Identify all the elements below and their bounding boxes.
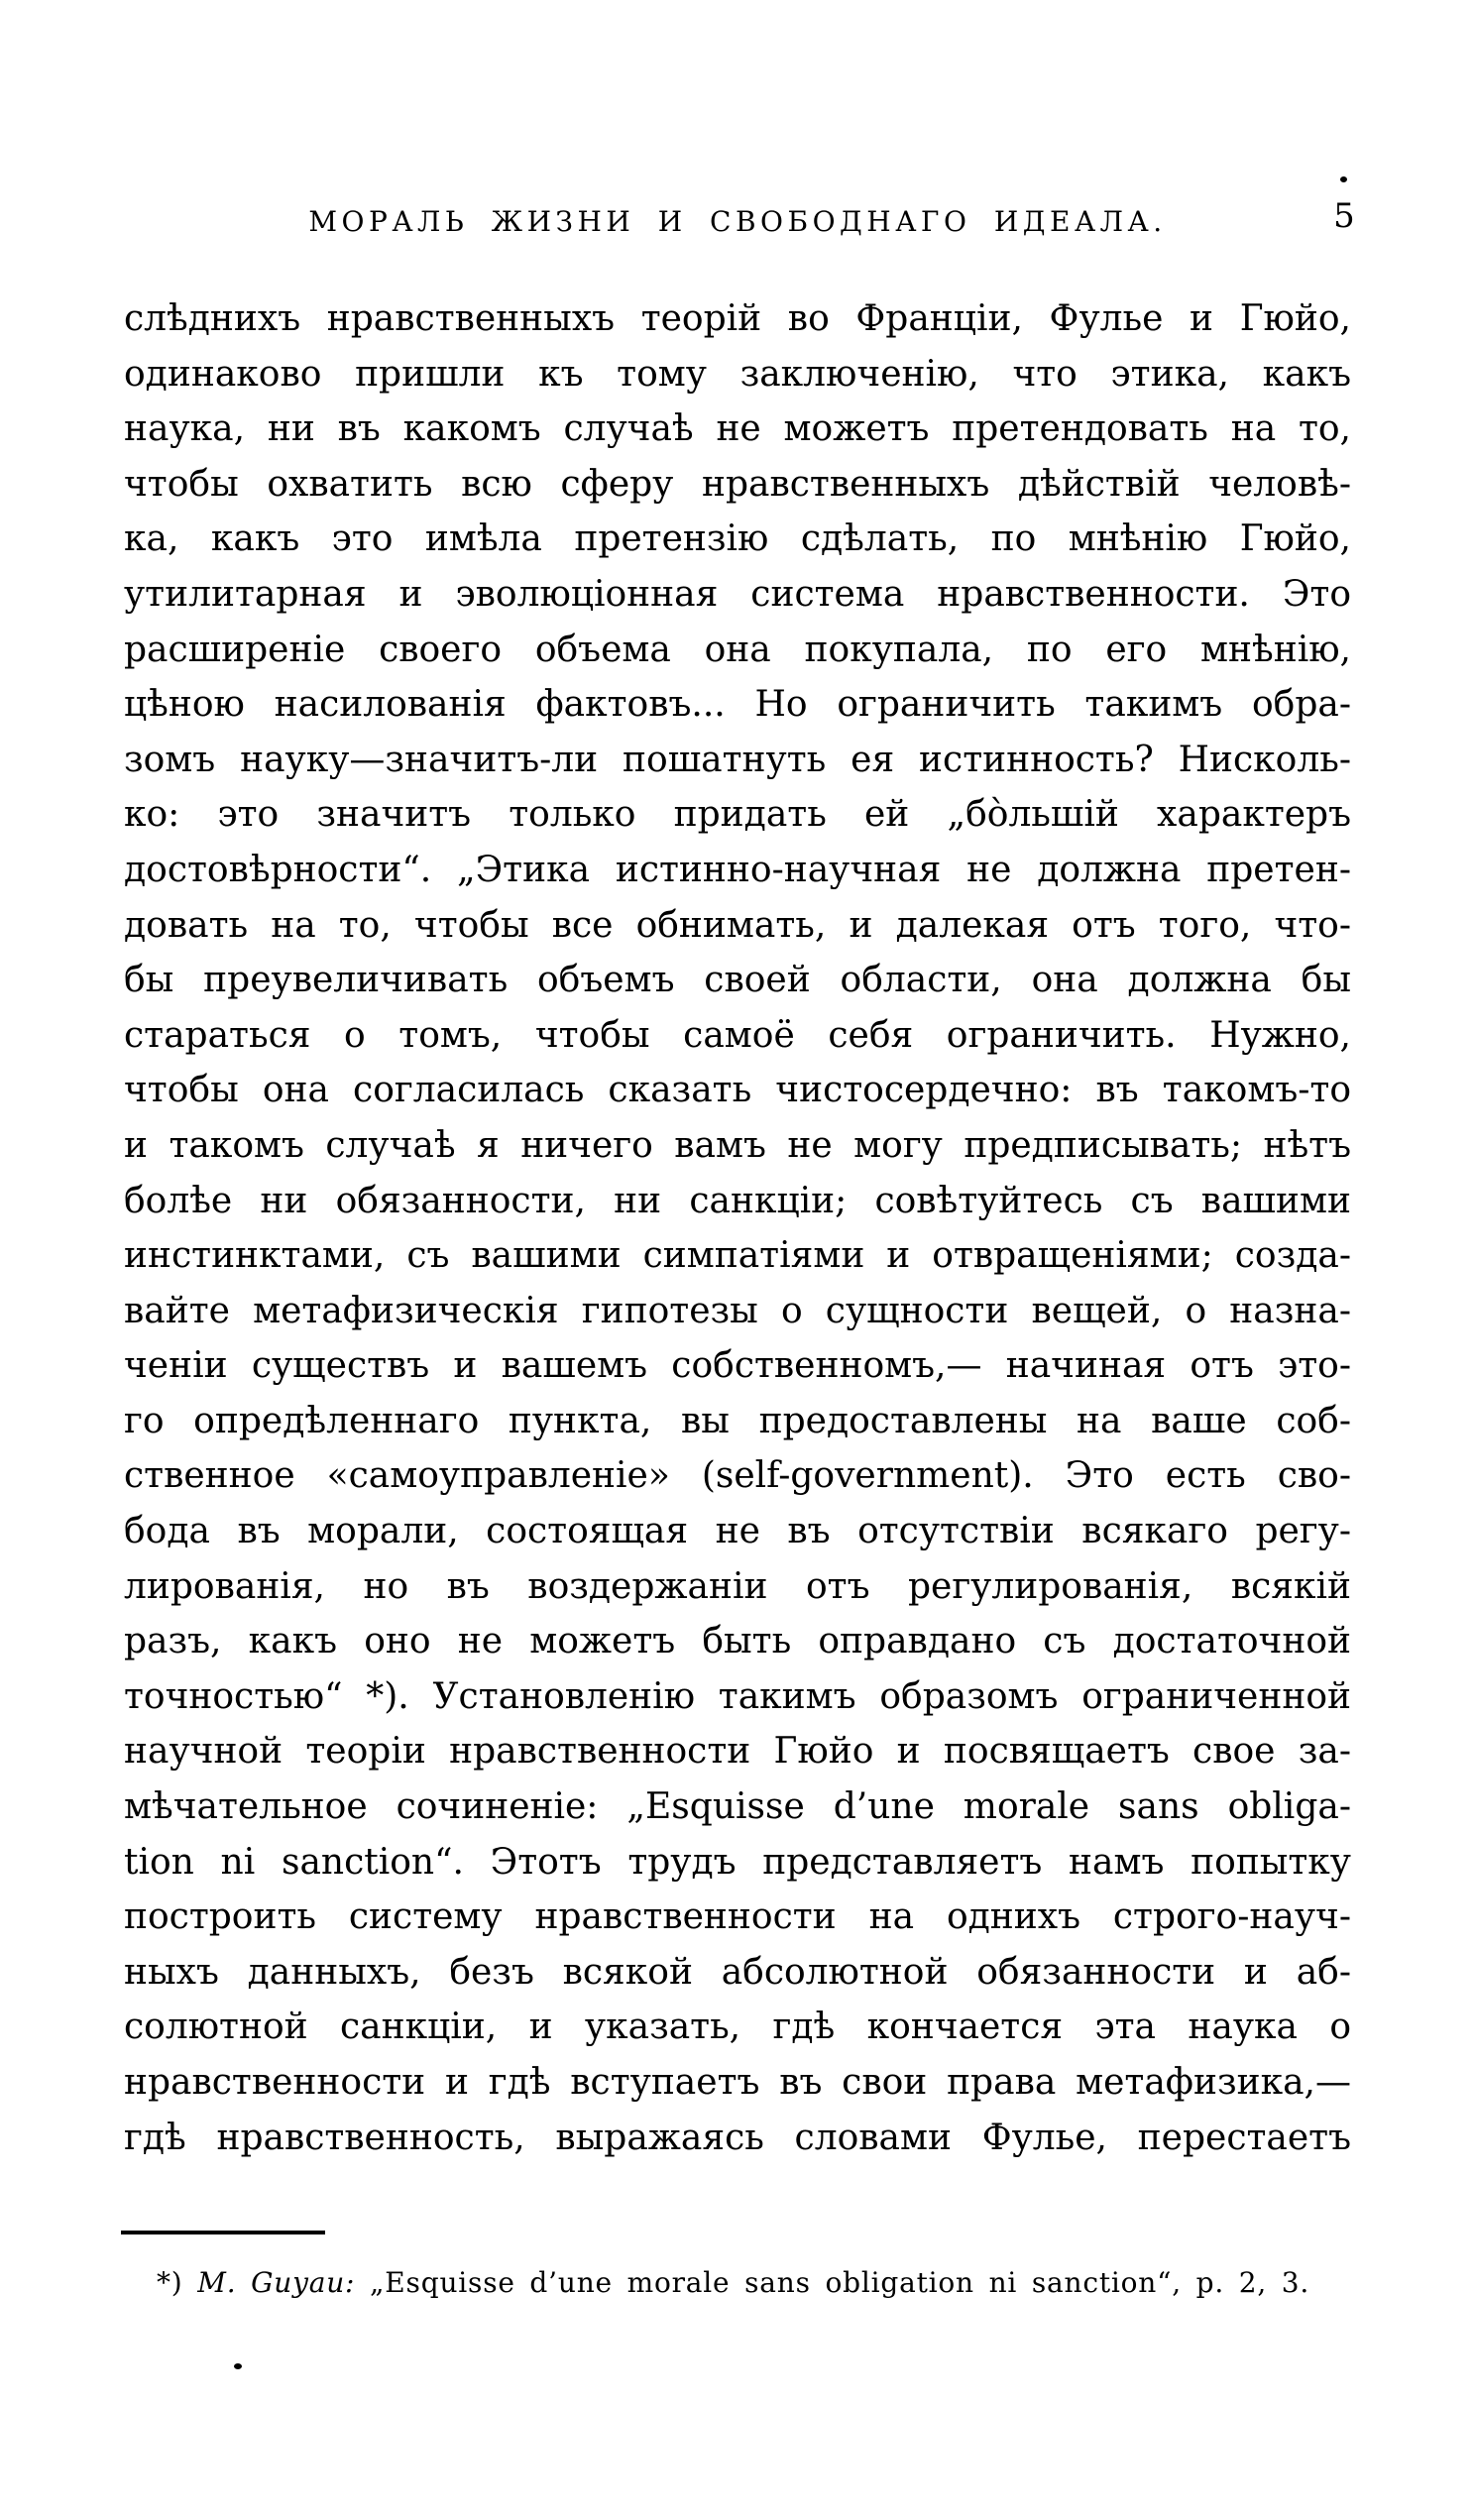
body-line: разъ, какъ оно не можетъ быть оправдано съ достаточной xyxy=(124,1621,1351,1662)
footnote-divider xyxy=(121,2231,325,2234)
footnote-text: „Esquisse d’une morale sans obligation ni sanction“, p. 2, 3. xyxy=(370,2266,1310,2299)
body-line: мѣчательное сочиненіе: „Esquisse d’une morale sans obliga- xyxy=(124,1786,1351,1828)
body-line: точностью“ *). Установленію такимъ образомъ ограниченной xyxy=(124,1675,1351,1717)
body-line: слѣднихъ нравственныхъ теорій во Франціи, Фулье и Гюйо, xyxy=(124,298,1351,339)
body-line: ка, какъ это имѣла претензію сдѣлать, по мнѣнію Гюйо, xyxy=(124,518,1351,560)
body-line: утилитарная и эволюціонная система нравственности. Это xyxy=(124,573,1351,615)
body-line: болѣе ни обязанности, ни санкціи; совѣтуйтесь съ вашими xyxy=(124,1180,1351,1221)
body-line: бода въ морали, состоящая не въ отсутствіи всякаго регу- xyxy=(124,1511,1351,1552)
body-line: наука, ни въ какомъ случаѣ не можетъ претендовать на то, xyxy=(124,408,1351,450)
body-line: научной теоріи нравственности Гюйо и посвящаетъ свое за- xyxy=(124,1731,1351,1773)
body-text xyxy=(124,291,1351,2165)
body-line: и такомъ случаѣ я ничего вамъ не могу предписывать; нѣтъ xyxy=(124,1124,1351,1166)
page-number: 5 xyxy=(1333,196,1355,236)
ink-speck xyxy=(234,2363,242,2369)
footnote-author: M. Guyau: xyxy=(197,2266,356,2299)
body-line: ственное «самоуправленіе» (self-government). Это есть сво- xyxy=(124,1455,1351,1497)
body-line: вайте метафизическія гипотезы о сущности вещей, о назна- xyxy=(124,1290,1351,1331)
ink-speck xyxy=(1340,176,1347,182)
footnote-marker: *) xyxy=(157,2266,183,2299)
body-line: одинаково пришли къ тому заключенію, что этика, какъ xyxy=(124,353,1351,395)
body-line: чтобы она согласилась сказать чистосердечно: въ такомъ-то xyxy=(124,1070,1351,1111)
body-line: достовѣрности“. „Этика истинно-научная не должна претен- xyxy=(124,849,1351,890)
body-line: ныхъ данныхъ, безъ всякой абсолютной обязанности и аб- xyxy=(124,1951,1351,1993)
body-line: бы преувеличивать объемъ своей области, она должна бы xyxy=(124,960,1351,1001)
footnote xyxy=(157,2266,1346,2299)
running-title: МОРАЛЬ ЖИЗНИ И СВОБОДНАГО ИДЕАЛА. xyxy=(308,205,1167,238)
body-line: tion ni sanction“. Этотъ трудъ представляетъ намъ попытку xyxy=(124,1841,1351,1883)
body-line: солютной санкціи, и указать, гдѣ кончается эта наука о xyxy=(124,2006,1351,2048)
body-line: ченіи существъ и вашемъ собственномъ,— начиная отъ это- xyxy=(124,1345,1351,1387)
body-line: стараться о томъ, чтобы самоё себя ограничить. Нужно, xyxy=(124,1014,1351,1056)
body-line: инстинктами, съ вашими симпатіями и отвращеніями; созда- xyxy=(124,1235,1351,1277)
body-line: довать на то, чтобы все обнимать, и далекая отъ того, что- xyxy=(124,904,1351,946)
body-line: го опредѣленнаго пункта, вы предоставлены на ваше соб- xyxy=(124,1400,1351,1441)
body-line: ко: это значитъ только придать ей „бо̀льшій характеръ xyxy=(124,794,1351,836)
body-line: чтобы охватить всю сферу нравственныхъ дѣйствій человѣ- xyxy=(124,463,1351,505)
body-line: гдѣ нравственность, выражаясь словами Фулье, перестаетъ xyxy=(124,2117,1351,2158)
body-line: построить систему нравственности на однихъ строго-науч- xyxy=(124,1896,1351,1938)
body-line: расширеніе своего объема она покупала, по его мнѣнію, xyxy=(124,629,1351,670)
body-line: нравственности и гдѣ вступаетъ въ свои права метафизика,— xyxy=(124,2062,1351,2103)
body-line: зомъ науку—значитъ-ли пошатнуть ея истинность? Нисколь- xyxy=(124,739,1351,780)
body-line: лированія, но въ воздержаніи отъ регулированія, всякій xyxy=(124,1565,1351,1607)
body-line: цѣною насилованія фактовъ... Но ограничить такимъ обра- xyxy=(124,684,1351,726)
